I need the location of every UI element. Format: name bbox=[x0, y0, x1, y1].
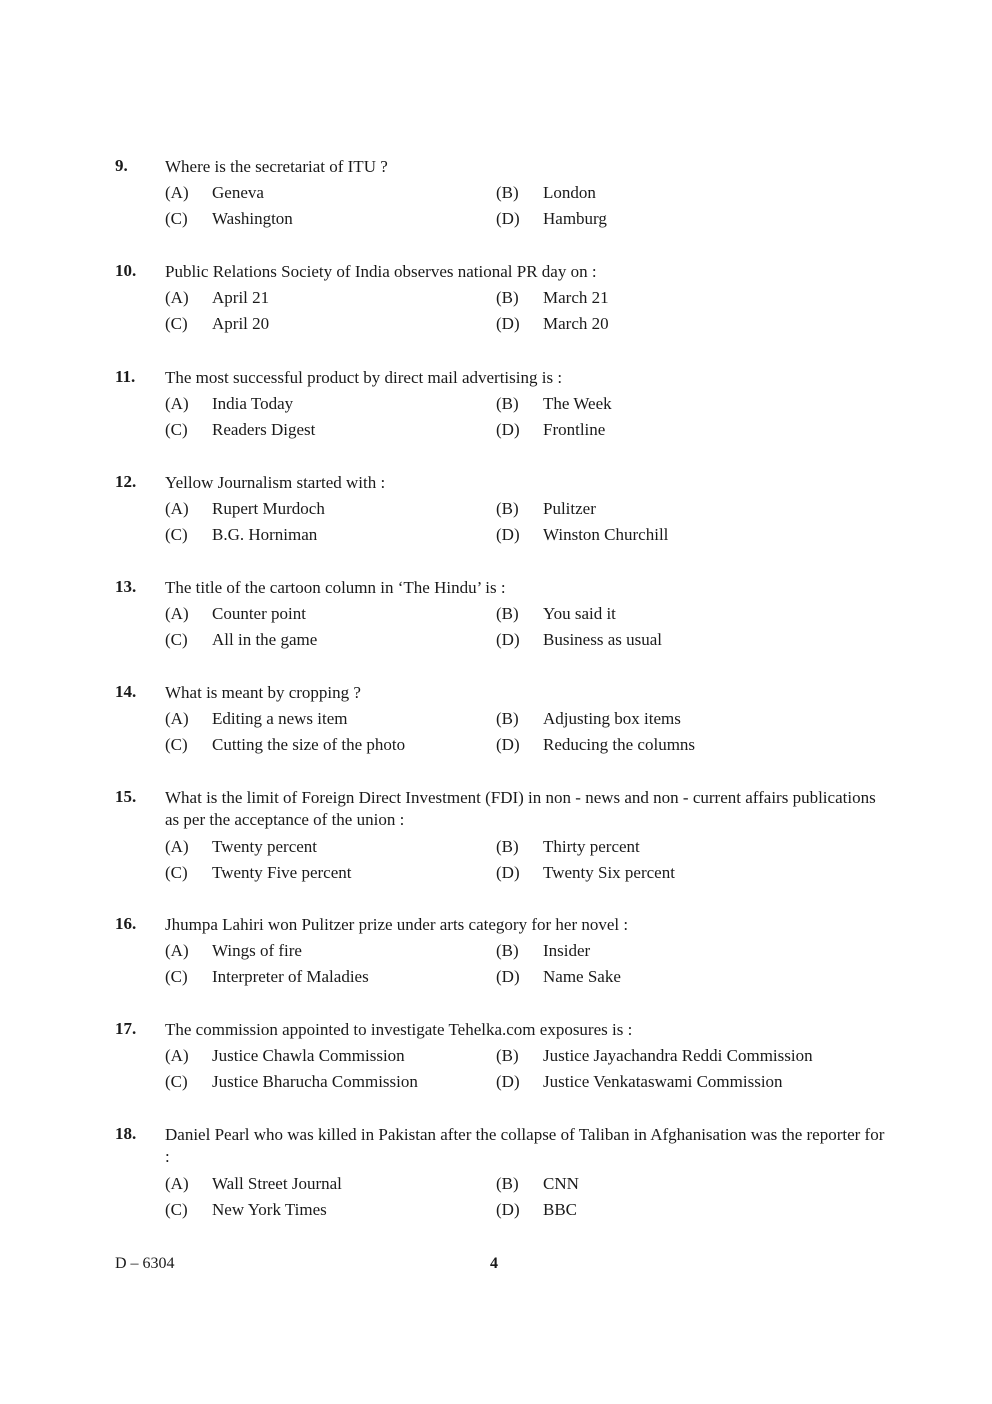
option-text: Twenty percent bbox=[212, 837, 318, 856]
option-text: Wall Street Journal bbox=[212, 1174, 342, 1193]
option-label: (A) bbox=[165, 1046, 189, 1065]
option-text: Twenty Six percent bbox=[543, 863, 675, 882]
option-text: March 21 bbox=[543, 288, 609, 307]
option-text: CNN bbox=[543, 1174, 579, 1193]
option-label: (D) bbox=[496, 420, 520, 439]
option-label: (D) bbox=[496, 1072, 520, 1091]
option-label: (B) bbox=[496, 183, 519, 202]
option-text: Insider bbox=[543, 941, 591, 960]
question-text: What is meant by cropping ? bbox=[165, 683, 361, 702]
option-label: (C) bbox=[165, 630, 188, 649]
option-label: (D) bbox=[496, 863, 520, 882]
question-text: What is the limit of Foreign Direct Investment (FDI) in non - news and non - current affairs publications as per the acceptance of the union : bbox=[165, 788, 876, 829]
option-label: (B) bbox=[496, 394, 519, 413]
option-label: (B) bbox=[496, 709, 519, 728]
option-label: (C) bbox=[165, 1200, 188, 1219]
option-label: (D) bbox=[496, 967, 520, 986]
option-text: Justice Venkataswami Commission bbox=[543, 1072, 783, 1091]
option-label: (A) bbox=[165, 183, 189, 202]
option-label: (C) bbox=[165, 525, 188, 544]
option-label: (D) bbox=[496, 525, 520, 544]
question-text: The title of the cartoon column in ‘The Hindu’ is : bbox=[165, 578, 506, 597]
option-text: Hamburg bbox=[543, 209, 607, 228]
option-label: (A) bbox=[165, 604, 189, 623]
option-label: (B) bbox=[496, 604, 519, 623]
option-text: New York Times bbox=[212, 1200, 327, 1219]
option-text: Justice Bharucha Commission bbox=[212, 1072, 418, 1091]
option-text: April 21 bbox=[212, 288, 270, 307]
option-label: (B) bbox=[496, 837, 519, 856]
option-text: India Today bbox=[212, 394, 294, 413]
option-text: Adjusting box items bbox=[543, 709, 681, 728]
option-text: Editing a news item bbox=[212, 709, 348, 728]
question-text: Public Relations Society of India observes national PR day on : bbox=[165, 262, 597, 281]
option-text: Pulitzer bbox=[543, 499, 596, 518]
question-number: 12. bbox=[115, 472, 137, 491]
option-text: You said it bbox=[543, 604, 616, 623]
option-text: Justice Chawla Commission bbox=[212, 1046, 405, 1065]
option-label: (A) bbox=[165, 941, 189, 960]
question-text: Daniel Pearl who was killed in Pakistan after the collapse of Taliban in Afghanisation was the reporter for : bbox=[165, 1125, 885, 1166]
option-text: Thirty percent bbox=[543, 837, 640, 856]
question-number: 14. bbox=[115, 682, 137, 701]
option-text: The Week bbox=[543, 394, 612, 413]
option-label: (B) bbox=[496, 499, 519, 518]
option-label: (C) bbox=[165, 863, 188, 882]
option-label: (A) bbox=[165, 709, 189, 728]
option-label: (A) bbox=[165, 1174, 189, 1193]
option-text: Frontline bbox=[543, 420, 606, 439]
question-text: Yellow Journalism started with : bbox=[165, 473, 386, 492]
question-number: 11. bbox=[115, 367, 136, 386]
option-label: (D) bbox=[496, 314, 520, 333]
option-text: London bbox=[543, 183, 596, 202]
option-label: (C) bbox=[165, 420, 188, 439]
option-label: (D) bbox=[496, 630, 520, 649]
option-text: BBC bbox=[543, 1200, 578, 1219]
question-number: 17. bbox=[115, 1019, 137, 1038]
option-label: (A) bbox=[165, 837, 189, 856]
option-label: (C) bbox=[165, 967, 188, 986]
option-label: (B) bbox=[496, 1174, 519, 1193]
option-label: (A) bbox=[165, 394, 189, 413]
option-text: Business as usual bbox=[543, 630, 662, 649]
option-text: Washington bbox=[212, 209, 293, 228]
option-text: All in the game bbox=[212, 630, 318, 649]
question-number: 15. bbox=[115, 787, 137, 806]
question-text: The most successful product by direct mail advertising is : bbox=[165, 368, 563, 387]
option-text: Winston Churchill bbox=[543, 525, 669, 544]
option-text: Counter point bbox=[212, 604, 306, 623]
option-label: (C) bbox=[165, 314, 188, 333]
question-text: Where is the secretariat of ITU ? bbox=[165, 157, 388, 176]
option-label: (C) bbox=[165, 1072, 188, 1091]
question-number: 13. bbox=[115, 577, 137, 596]
question-text: The commission appointed to investigate Tehelka.com exposures is : bbox=[165, 1020, 633, 1039]
option-label: (A) bbox=[165, 288, 189, 307]
option-text: Geneva bbox=[212, 183, 264, 202]
option-label: (A) bbox=[165, 499, 189, 518]
option-text: Justice Jayachandra Reddi Commission bbox=[543, 1046, 813, 1065]
option-label: (C) bbox=[165, 209, 188, 228]
option-text: B.G. Horniman bbox=[212, 525, 318, 544]
option-label: (D) bbox=[496, 209, 520, 228]
option-text: Rupert Murdoch bbox=[212, 499, 325, 518]
option-label: (D) bbox=[496, 1200, 520, 1219]
option-text: Readers Digest bbox=[212, 420, 316, 439]
question-text: Jhumpa Lahiri won Pulitzer prize under arts category for her novel : bbox=[165, 915, 629, 934]
option-text: Reducing the columns bbox=[543, 735, 696, 754]
option-label: (B) bbox=[496, 1046, 519, 1065]
option-text: Name Sake bbox=[543, 967, 621, 986]
option-label: (B) bbox=[496, 288, 519, 307]
option-text: April 20 bbox=[212, 314, 270, 333]
question-number: 9. bbox=[115, 156, 128, 175]
option-text: Cutting the size of the photo bbox=[212, 735, 406, 754]
paper-code: D – 6304 bbox=[115, 1255, 175, 1272]
option-text: Twenty Five percent bbox=[212, 863, 352, 882]
option-label: (B) bbox=[496, 941, 519, 960]
page-number: 4 bbox=[490, 1255, 498, 1272]
option-text: Wings of fire bbox=[212, 941, 302, 960]
option-text: March 20 bbox=[543, 314, 609, 333]
question-number: 16. bbox=[115, 914, 137, 933]
option-label: (C) bbox=[165, 735, 188, 754]
option-label: (D) bbox=[496, 735, 520, 754]
option-text: Interpreter of Maladies bbox=[212, 967, 369, 986]
question-number: 18. bbox=[115, 1124, 137, 1143]
question-number: 10. bbox=[115, 261, 137, 280]
